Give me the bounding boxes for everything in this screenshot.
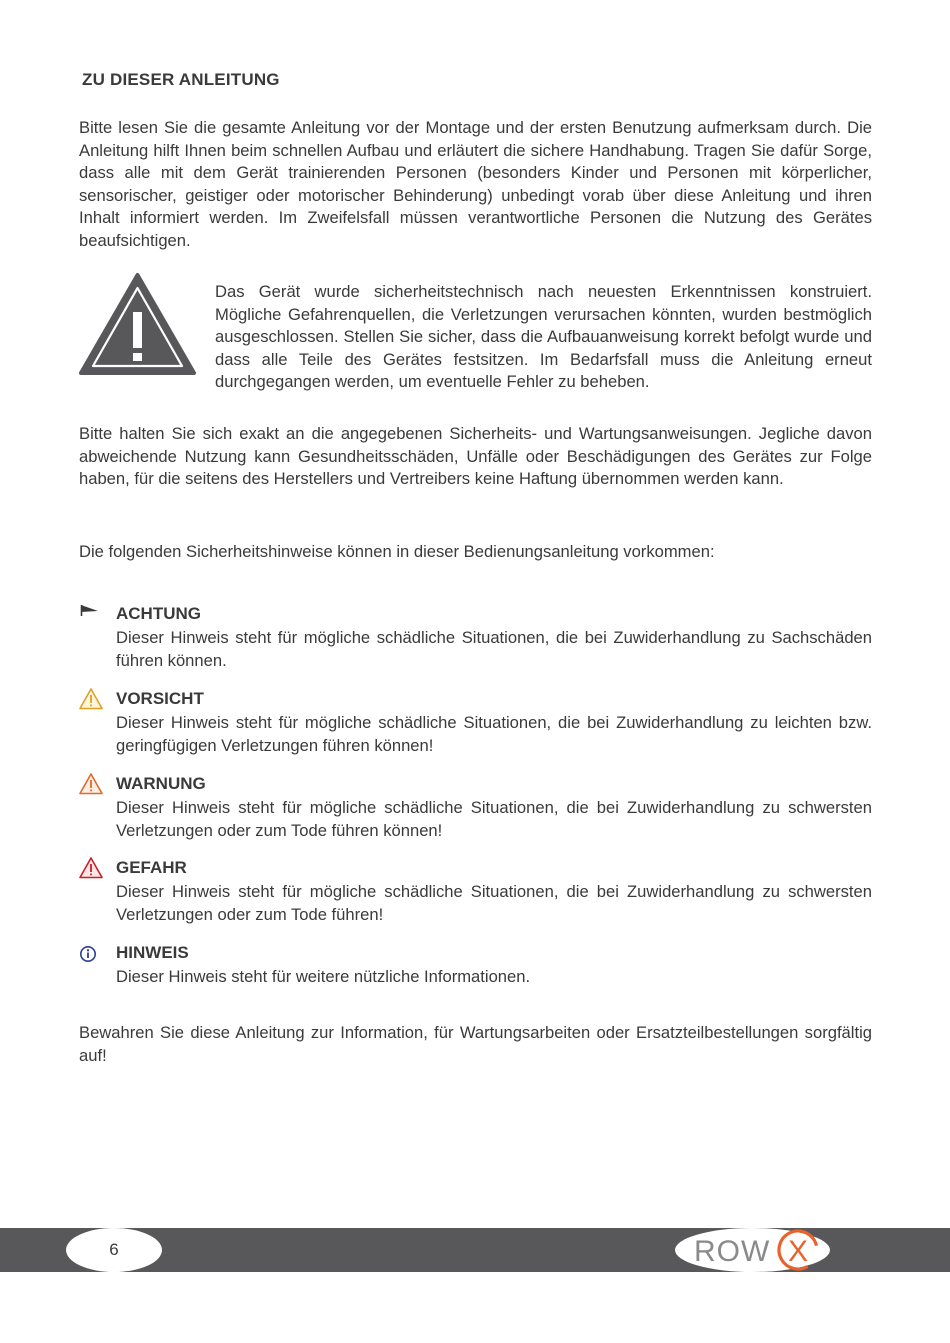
info-icon: [79, 941, 103, 965]
notice-title: HINWEIS: [116, 943, 189, 962]
notice-title: VORSICHT: [116, 689, 204, 708]
page-number: 6: [109, 1240, 119, 1259]
notice-text: Dieser Hinweis steht für mögliche schädliche Situationen, die bei Zuwiderhandlung zu Sachschäden führen können.: [116, 628, 872, 670]
notice-text: Dieser Hinweis steht für mögliche schädliche Situationen, die bei Zuwiderhandlung zu schwersten Verletzungen oder zum Tode führen!: [116, 882, 872, 924]
logo-accent: X: [787, 1235, 809, 1268]
rowx-logo: [690, 1222, 830, 1278]
warning-triangle-icon: [78, 272, 197, 377]
danger-triangle-icon: [79, 856, 103, 880]
notice-text: Dieser Hinweis steht für mögliche schädliche Situationen, die bei Zuwiderhandlung zu schwersten Verletzungen oder zum Tode führen können!: [116, 798, 872, 840]
caution-triangle-icon: [79, 687, 103, 711]
intro-paragraph: Bitte lesen Sie die gesamte Anleitung vor der Montage und der ersten Benutzung aufmerksam durch. Die Anleitung hilft Ihnen beim schnellen Aufbau und erläutert die sichere Handhabung. Tragen Sie dafür Sorge, dass alle mit dem Gerät trainierenden Personen (besonders Kinder und Personen mit körperlicher, sensorischer, geistiger oder motorischer Behinderung) unbedingt vorab über diese Anleitung und ihren Inhalt informiert werden. Im Zweifelsfall müssen verantwortliche Personen die Nutzung des Gerätes beaufsichtigen.: [79, 118, 872, 250]
notice-title: ACHTUNG: [116, 604, 201, 623]
page-title: ZU DIESER ANLEITUNG: [82, 70, 280, 89]
notice-text: Dieser Hinweis steht für weitere nützliche Informationen.: [116, 967, 531, 986]
logo-text: ROW: [694, 1235, 771, 1268]
closing-paragraph: Bewahren Sie diese Anleitung zur Information, für Wartungsarbeiten oder Ersatzteilbestellungen sorgfältig auf!: [79, 1023, 872, 1065]
usage-paragraph: Bitte halten Sie sich exakt an die angegebenen Sicherheits- und Wartungsanweisungen. Jegliche davon abweichende Nutzung kann Gesundheitsschäden, Unfälle oder Beschädigungen des Gerätes zur Folge haben, für die seitens des Herstellers und Vertreibers keine Haftung übernommen werden kann.: [79, 424, 872, 489]
notice-text: Dieser Hinweis steht für mögliche schädliche Situationen, die bei Zuwiderhandlung zu leichten bzw. geringfügigen Verletzungen führen können!: [116, 713, 872, 755]
notice-title: WARNUNG: [116, 774, 206, 793]
arrow-flag-icon: [79, 602, 103, 626]
warning-triangle-icon: [79, 772, 103, 796]
safety-box-text: Das Gerät wurde sicherheitstechnisch nach neuesten Erkenntnissen konstruiert. Mögliche Gefahrenquellen, die Verletzungen verursachen könnten, wurden bestmöglich ausgeschlossen. Stellen Sie sicher, dass die Aufbauanweisung korrekt befolgt wurde und dass alle Teile des Gerätes festsitzen. Im Bedarfsfall muss die Anleitung erneut durchgegangen werden, um eventuelle Fehler zu beheben.: [215, 282, 872, 392]
notices-intro: Die folgenden Sicherheitshinweise können in dieser Bedienungsanleitung vorkommen:: [79, 542, 715, 561]
notice-title: GEFAHR: [116, 858, 187, 877]
